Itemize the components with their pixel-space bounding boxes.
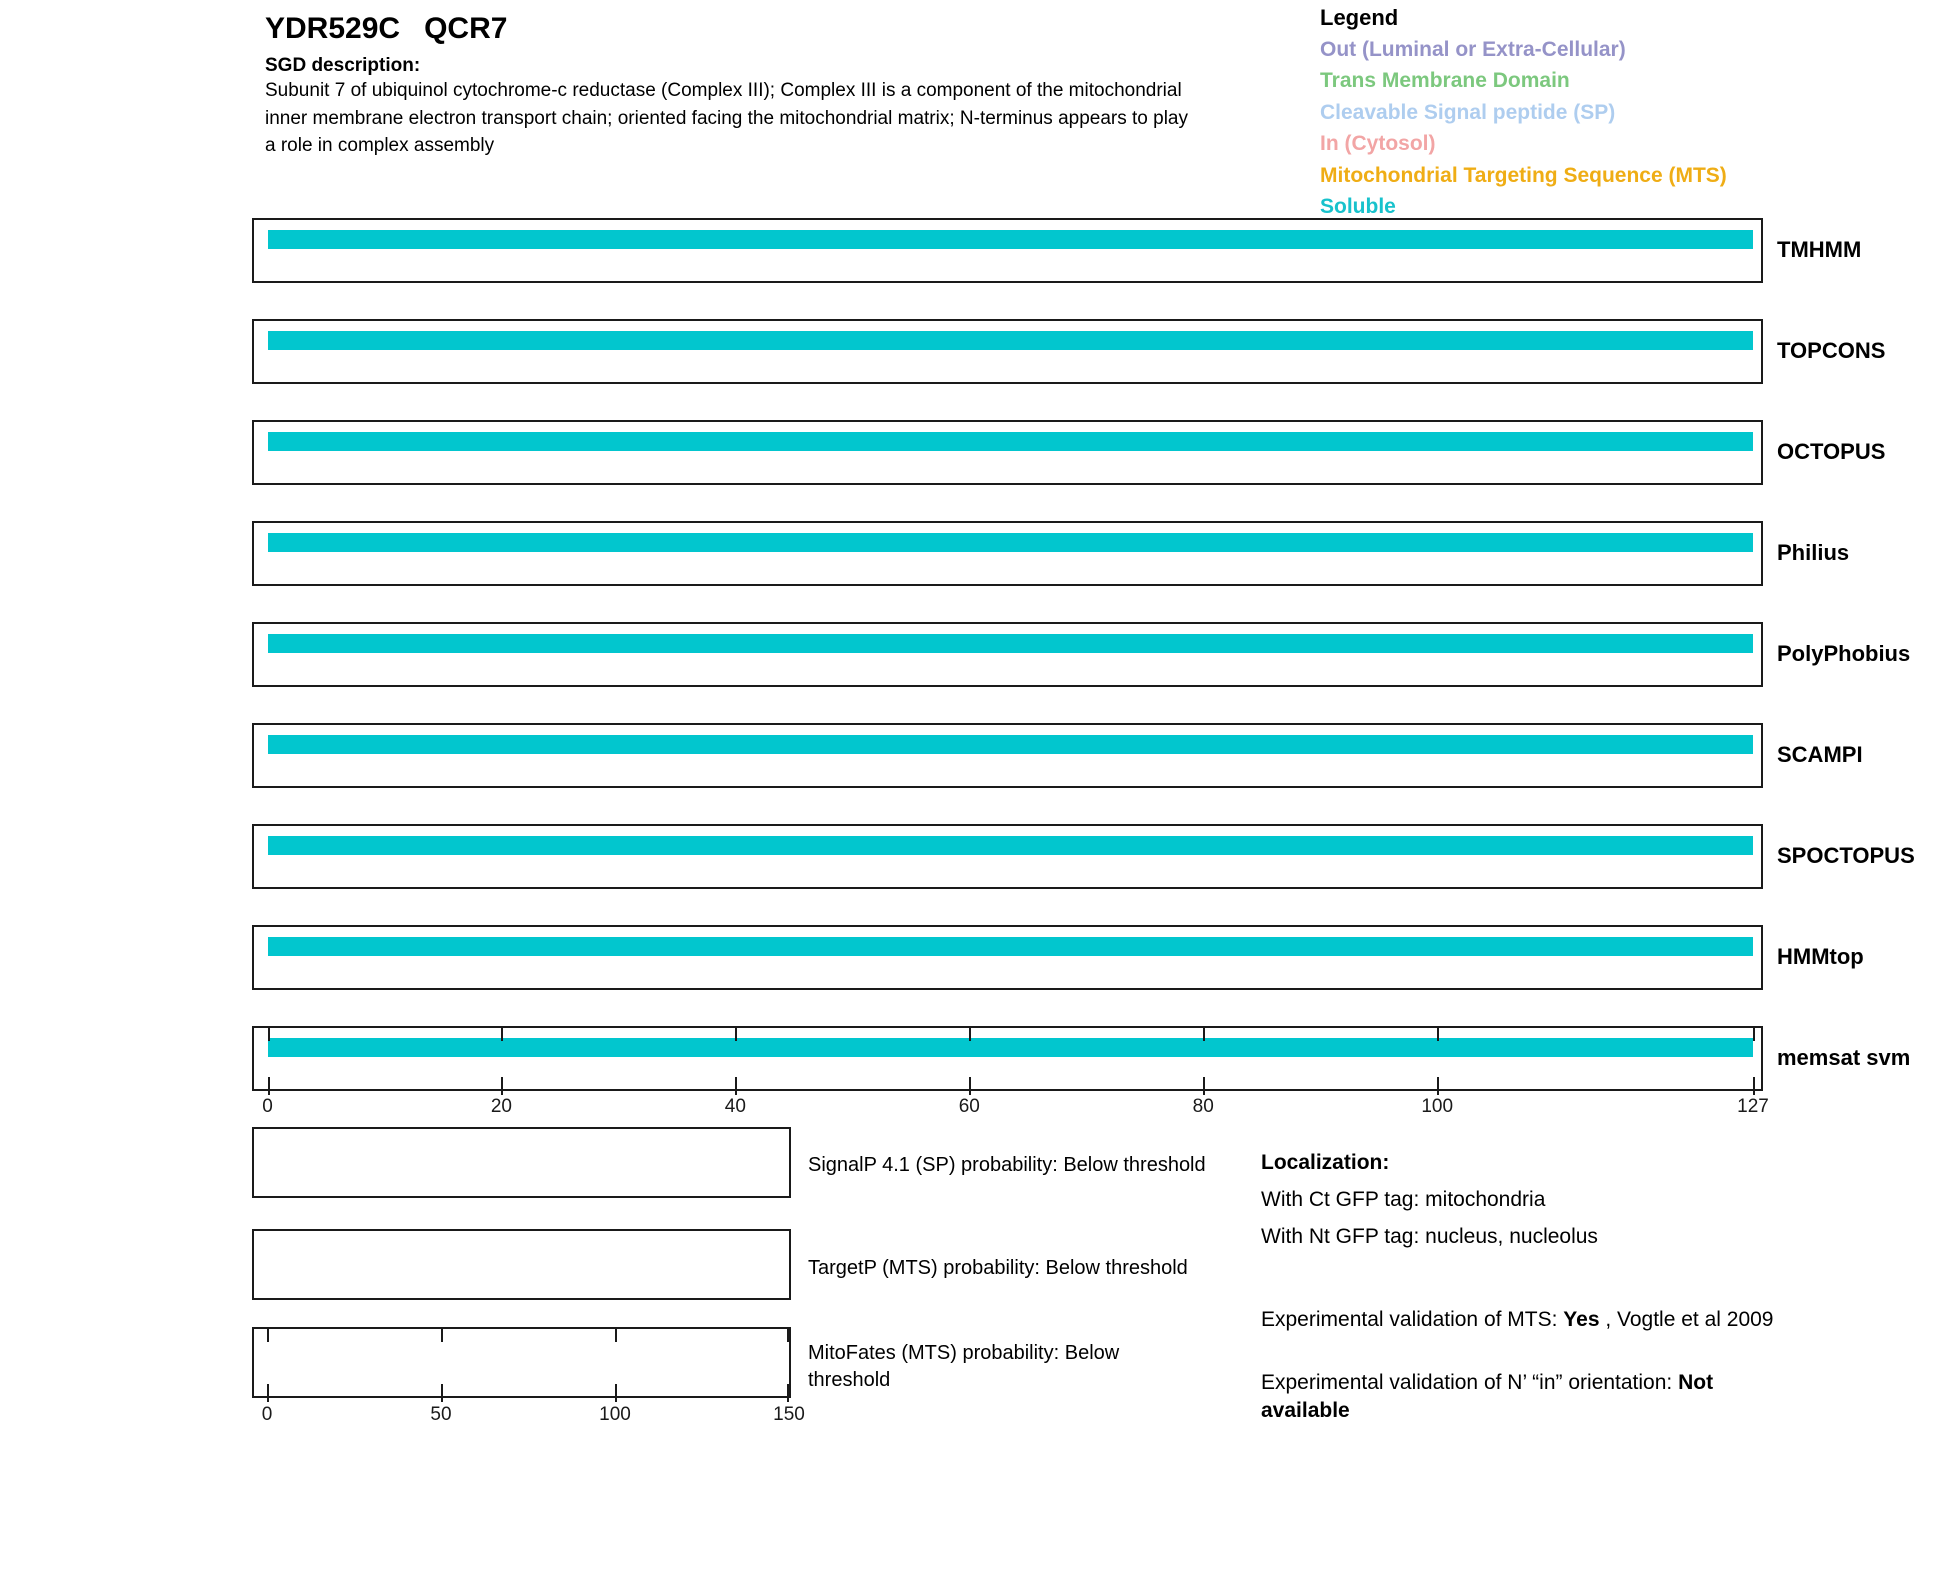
prob-axis-label: 100 <box>599 1404 631 1425</box>
prediction-segment-soluble <box>268 432 1754 451</box>
sgd-description-line: inner membrane electron transport chain; oriented facing the mitochondrial matrix; N-terminus appears to play <box>265 107 1189 129</box>
prob-caption-line: TargetP (MTS) probability: Below threshold <box>808 1257 1188 1279</box>
track-label-spoctopus: SPOCTOPUS <box>1777 843 1915 868</box>
nt-orientation-answer-part1: Not <box>1678 1371 1714 1394</box>
legend-entry: Soluble <box>1320 195 1396 218</box>
legend-entry: In (Cytosol) <box>1320 132 1436 155</box>
prob-axis-label: 0 <box>261 1404 273 1425</box>
track-label-memsat-svm: memsat svm <box>1777 1045 1911 1070</box>
prob-axis-tick-bottom <box>267 1384 269 1402</box>
nt-orientation-line2 <box>1261 1397 1713 1425</box>
track-label-topcons: TOPCONS <box>1777 338 1886 363</box>
nt-orientation-answer-part2: available <box>1261 1399 1350 1422</box>
residue-axis-label: 60 <box>958 1096 980 1117</box>
prob-axis-tick-bottom <box>787 1384 789 1402</box>
prob-axis-tick-top <box>267 1329 269 1342</box>
nt-orientation-validation <box>1261 1369 1713 1425</box>
sgd-description-label: SGD description: <box>265 55 421 76</box>
prob-axis-tick-top <box>787 1329 789 1342</box>
prob-caption-signalp-4-1-sp- <box>808 1152 1206 1179</box>
track-box-tmhmm <box>252 218 1763 283</box>
prediction-segment-soluble <box>268 937 1754 956</box>
track-box-hmmtop <box>252 925 1763 990</box>
track-box-topcons <box>252 319 1763 384</box>
residue-axis-label: 100 <box>1421 1096 1454 1117</box>
track-label-philius: Philius <box>1777 540 1850 565</box>
axis-tick-top <box>969 1028 971 1041</box>
legend-entry: Out (Luminal or Extra-Cellular) <box>1320 37 1626 61</box>
sgd-description-text <box>265 77 1188 160</box>
prediction-segment-soluble <box>268 331 1754 350</box>
prob-box-targetp-mts- <box>252 1229 791 1300</box>
prob-axis-tick-bottom <box>615 1384 617 1402</box>
axis-tick-bottom <box>969 1077 971 1095</box>
axis-tick-top <box>501 1028 503 1041</box>
legend-entry: Mitochondrial Targeting Sequence (MTS) <box>1320 163 1727 187</box>
residue-axis-label: 0 <box>262 1096 273 1117</box>
prediction-segment-soluble <box>268 533 1754 552</box>
localization-nt-gfp: With Nt GFP tag: nucleus, nucleolus <box>1261 1225 1598 1248</box>
axis-tick-top <box>1437 1028 1439 1041</box>
track-label-tmhmm: TMHMM <box>1777 237 1862 262</box>
gene-name: QCR7 <box>424 12 508 45</box>
axis-tick-bottom <box>501 1077 503 1095</box>
legend <box>1320 2 1727 223</box>
legend-title: Legend <box>1320 5 1399 30</box>
mts-validation-prefix: Experimental validation of MTS: <box>1261 1308 1564 1331</box>
page-title <box>265 12 507 46</box>
prob-box-mitofates-mts- <box>252 1327 791 1398</box>
prob-caption-mitofates-mts- <box>808 1340 1119 1394</box>
prob-axis-tick-bottom <box>441 1384 443 1402</box>
mts-validation <box>1261 1306 1773 1334</box>
orf-name: YDR529C <box>265 12 401 45</box>
track-label-polyphobius: PolyPhobius <box>1777 641 1911 666</box>
track-label-octopus: OCTOPUS <box>1777 439 1886 464</box>
residue-axis-label: 80 <box>1192 1096 1214 1117</box>
axis-tick-bottom <box>268 1077 270 1095</box>
prediction-segment-soluble <box>268 735 1754 754</box>
mts-validation-answer: Yes <box>1563 1308 1600 1331</box>
prediction-segment-soluble <box>268 1038 1754 1057</box>
nt-orientation-line1 <box>1261 1369 1713 1397</box>
track-box-memsat-svm <box>252 1026 1763 1091</box>
prediction-segment-soluble <box>268 836 1754 855</box>
residue-axis-label: 20 <box>490 1096 512 1117</box>
residue-axis-label: 40 <box>724 1096 746 1117</box>
localization-ct-gfp: With Ct GFP tag: mitochondria <box>1261 1188 1546 1211</box>
prob-axis-label: 50 <box>430 1404 452 1425</box>
residue-axis-label: 127 <box>1737 1096 1769 1117</box>
mts-validation-reference: , Vogtle et al 2009 <box>1599 1308 1774 1331</box>
prob-caption-targetp-mts- <box>808 1255 1188 1282</box>
legend-entry: Trans Membrane Domain <box>1320 69 1570 92</box>
axis-tick-bottom <box>1437 1077 1439 1095</box>
legend-entries <box>1320 34 1727 223</box>
track-box-spoctopus <box>252 824 1763 889</box>
axis-tick-bottom <box>1203 1077 1205 1095</box>
prob-caption-line: MitoFates (MTS) probability: Below <box>808 1342 1120 1364</box>
sgd-description-line: a role in complex assembly <box>265 135 495 156</box>
sgd-description-line: Subunit 7 of ubiquinol cytochrome-c reductase (Complex III); Complex III is a component of the mitochondrial <box>265 80 1182 101</box>
prob-box-signalp-4-1-sp- <box>252 1127 791 1198</box>
axis-tick-bottom <box>735 1077 737 1095</box>
axis-tick-top <box>735 1028 737 1041</box>
legend-entry: Cleavable Signal peptide (SP) <box>1320 100 1616 124</box>
prob-axis-tick-top <box>441 1329 443 1342</box>
prob-caption-line: SignalP 4.1 (SP) probability: Below threshold <box>808 1154 1206 1176</box>
localization-title: Localization: <box>1261 1151 1390 1174</box>
prediction-segment-soluble <box>268 230 1754 249</box>
track-label-scampi: SCAMPI <box>1777 742 1863 767</box>
track-box-polyphobius <box>252 622 1763 687</box>
track-box-scampi <box>252 723 1763 788</box>
track-box-octopus <box>252 420 1763 485</box>
track-box-philius <box>252 521 1763 586</box>
prediction-segment-soluble <box>268 634 1754 653</box>
prob-axis-tick-top <box>615 1329 617 1342</box>
axis-tick-bottom <box>1753 1077 1755 1095</box>
track-label-hmmtop: HMMtop <box>1777 944 1864 969</box>
axis-tick-top <box>1753 1028 1755 1041</box>
nt-orientation-prefix: Experimental validation of N’ “in” orientation: <box>1261 1371 1679 1394</box>
prob-axis-label: 150 <box>773 1404 805 1425</box>
prob-caption-line: threshold <box>808 1369 891 1391</box>
axis-tick-top <box>1203 1028 1205 1041</box>
axis-tick-top <box>268 1028 270 1041</box>
